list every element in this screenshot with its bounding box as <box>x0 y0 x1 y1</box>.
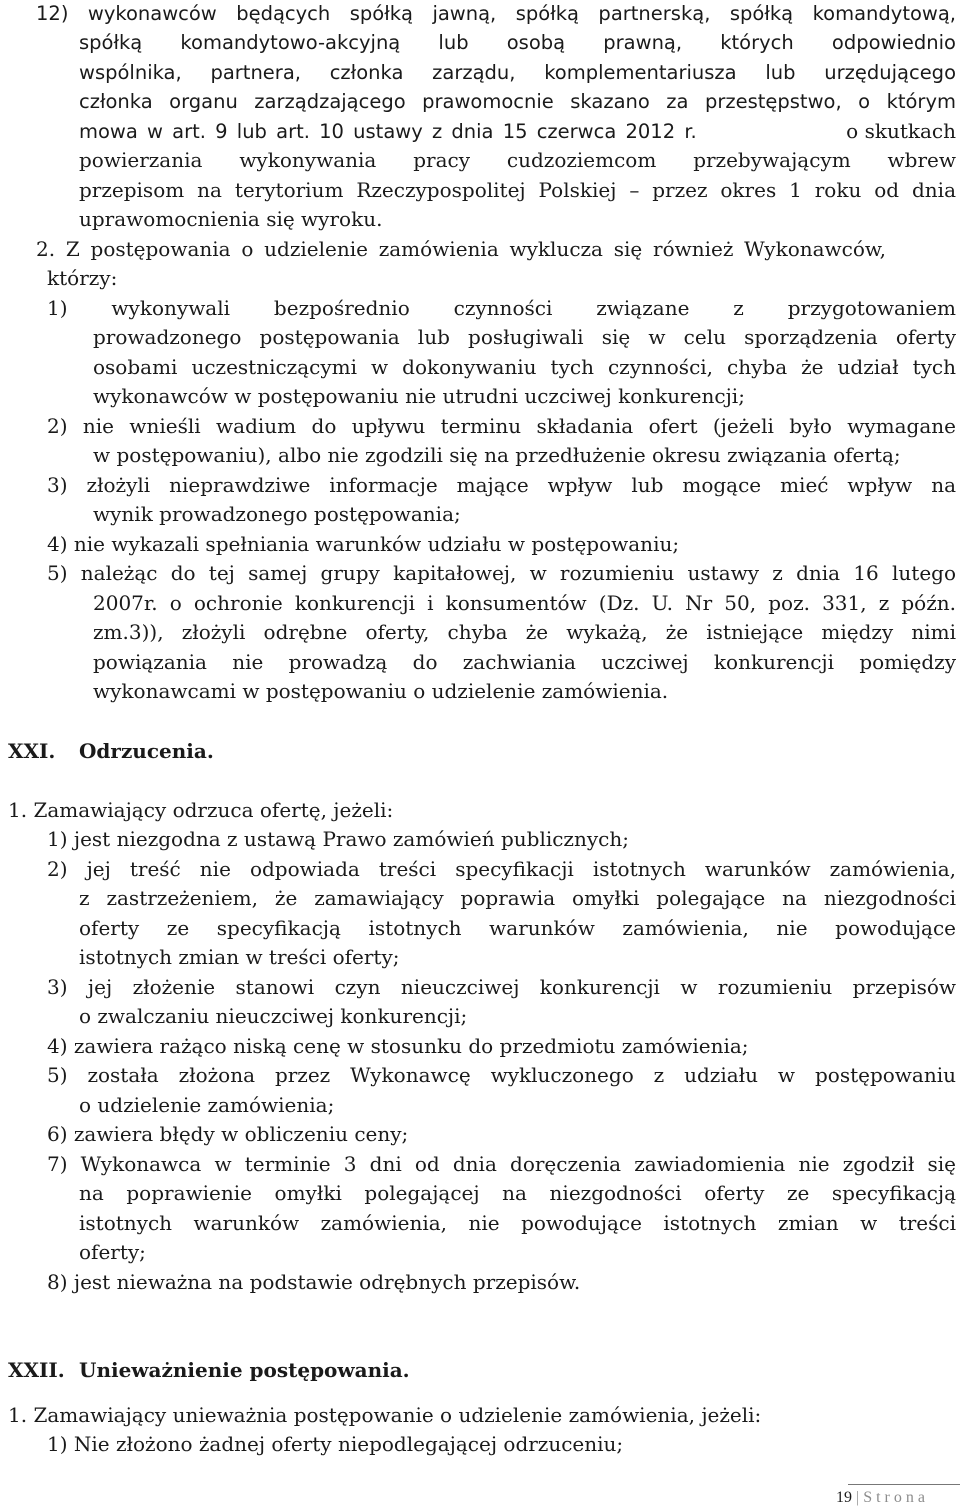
section-number: XXI. <box>8 739 56 763</box>
text-line: oferty ze specyfikacją istotnych warunków zamówienia, nie powodujące <box>79 916 956 940</box>
text-line: 6) zawiera błędy w obliczeniu ceny; <box>47 1122 409 1146</box>
text-line: mowa w art. 9 lub art. 10 ustawy z dnia 15 czerwca 2012 r. <box>79 120 697 143</box>
page-footer <box>836 1488 929 1508</box>
text-line: spółką komandytowo-akcyjną lub osobą prawną, których odpowiednio <box>79 31 956 54</box>
text-line: powiązania nie prowadzą do zachwiania uczciwej konkurencji pomiędzy <box>93 650 956 674</box>
section-heading: Odrzucenia. <box>79 739 214 763</box>
text-line: 7) Wykonawca w terminie 3 dni od dnia doręczenia zawiadomienia nie zgodził się <box>47 1152 956 1176</box>
text-line: istotnych warunków zamówienia, nie powodujące istotnych zmian w treści <box>79 1211 956 1235</box>
text-line: 3) jej złożenie stanowi czyn nieuczciwej konkurencji w rozumieniu przepisów <box>47 975 956 999</box>
text-line: wykonawcami w postępowaniu o udzielenie zamówienia. <box>93 679 669 703</box>
footer-divider <box>848 1484 960 1485</box>
text-line: z zastrzeżeniem, że zamawiający poprawia omyłki polegające na niezgodności <box>79 886 956 910</box>
text-line: o udzielenie zamówienia; <box>79 1093 335 1117</box>
text-line: wynik prowadzonego postępowania; <box>93 502 461 526</box>
section-heading: Unieważnienie postępowania. <box>79 1358 410 1382</box>
footer-separator: | <box>856 1489 860 1506</box>
text-line: 5) została złożona przez Wykonawcę wykluczonego z udziału w postępowaniu <box>47 1063 956 1087</box>
text-line: 3) złożyli nieprawdziwe informacje mające wpływ lub mogące mieć wpływ na <box>47 473 956 497</box>
text-line: wspólnika, partnera, członka zarządu, komplementariusza lub urzędującego <box>79 61 956 84</box>
page-number: 19 <box>836 1489 852 1506</box>
text-line: 1. Zamawiający odrzuca ofertę, jeżeli: <box>8 798 394 822</box>
text-line: 4) zawiera rażąco niską cenę w stosunku do przedmiotu zamówienia; <box>47 1034 749 1058</box>
text-line: 1) jest niezgodna z ustawą Prawo zamówień publicznych; <box>47 827 629 851</box>
text-line: 1) Nie złożono żadnej oferty niepodlegającej odrzuceniu; <box>47 1432 624 1456</box>
text-line: uprawomocnienia się wyroku. <box>79 207 383 231</box>
text-line: powierzania wykonywania pracy cudzoziemcom przebywającym wbrew <box>79 148 956 172</box>
text-line: oferty; <box>79 1240 146 1264</box>
section-number: XXII. <box>8 1358 65 1382</box>
page-label: Strona <box>863 1489 929 1506</box>
text-line: zm.3)), złożyli odrębne oferty, chyba że wykażą, że istniejące między nimi <box>93 620 956 644</box>
text-line: 2007r. o ochronie konkurencji i konsumentów (Dz. U. Nr 50, poz. 331, z późn. <box>93 591 956 615</box>
text-line: prowadzonego postępowania lub posługiwali się w celu sporządzenia oferty <box>93 325 956 349</box>
text-line: członka organu zarządzającego prawomocnie skazano za przestępstwo, o którym <box>79 90 956 113</box>
text-line: przepisom na terytorium Rzeczypospolitej Polskiej – przez okres 1 roku od dnia <box>79 178 956 202</box>
text-line: wykonawców w postępowaniu nie utrudni uczciwej konkurencji; <box>93 384 745 408</box>
text-line: 2) nie wnieśli wadium do upływu terminu składania ofert (jeżeli było wymagane <box>47 414 956 438</box>
text-line: istotnych zmian w treści oferty; <box>79 945 400 969</box>
text-line: 12) wykonawców będących spółką jawną, spółką partnerską, spółką komandytową, <box>36 2 956 25</box>
text-line: 4) nie wykazali spełniania warunków udziału w postępowaniu; <box>47 532 680 556</box>
text-line: 2. Z postępowania o udzielenie zamówienia wyklucza się również Wykonawców, <box>36 237 886 261</box>
text-line: 1. Zamawiający unieważnia postępowanie o udzielenie zamówienia, jeżeli: <box>8 1403 762 1427</box>
text-line: 8) jest nieważna na podstawie odrębnych przepisów. <box>47 1270 581 1294</box>
text-line: o zwalczaniu nieuczciwej konkurencji; <box>79 1004 468 1028</box>
text-line: 5) należąc do tej samej grupy kapitałowej, w rozumieniu ustawy z dnia 16 lutego <box>47 561 956 585</box>
text-line: o skutkach <box>846 119 956 143</box>
text-line: 2) jej treść nie odpowiada treści specyfikacji istotnych warunków zamówienia, <box>47 857 956 881</box>
text-line: w postępowaniu), albo nie zgodzili się na przedłużenie okresu związania ofertą; <box>93 443 901 467</box>
text-line: którzy: <box>47 266 118 290</box>
text-line: na poprawienie omyłki polegającej na niezgodności oferty ze specyfikacją <box>79 1181 956 1205</box>
text-line: 1) wykonywali bezpośrednio czynności związane z przygotowaniem <box>47 296 956 320</box>
text-line: osobami uczestniczącymi w dokonywaniu tych czynności, chyba że udział tych <box>93 355 956 379</box>
